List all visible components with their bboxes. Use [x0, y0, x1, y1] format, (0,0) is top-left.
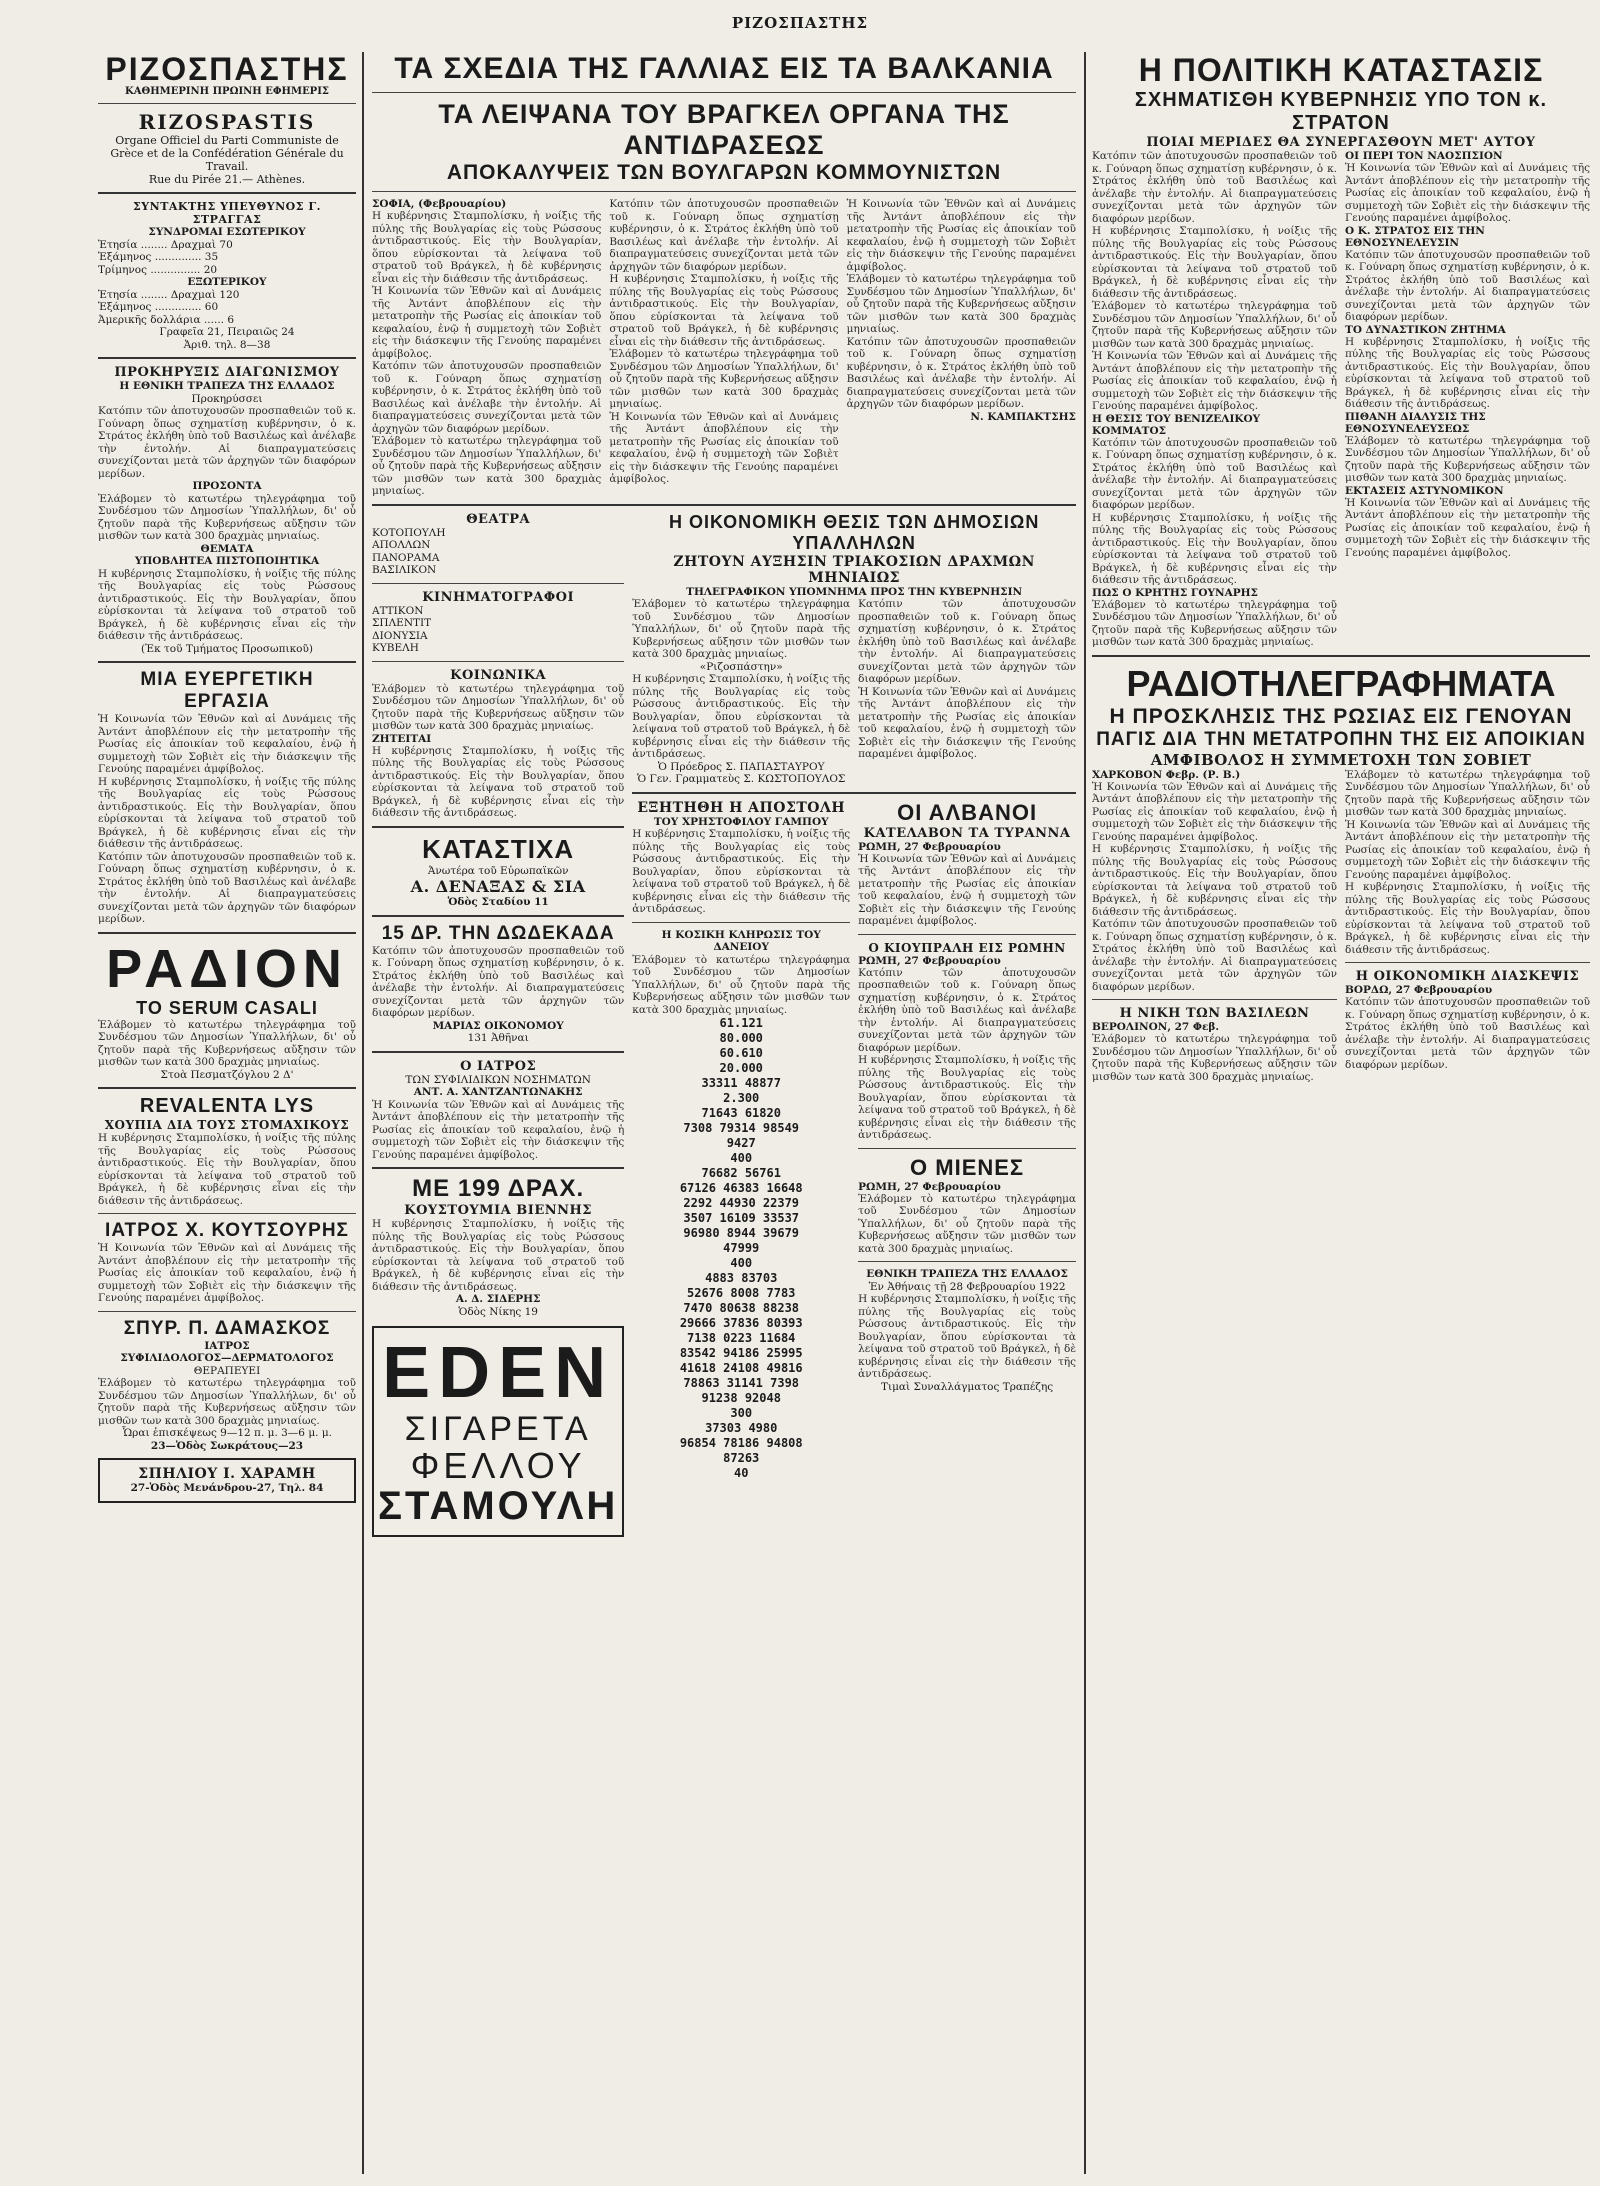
story-text: Κατόπιν τῶν ἀποτυχουσῶν προσπαθειῶν τοῦ κ. Γούναρη ὅπως σχηματίσῃ κυβέρνησιν, ὁ κ. Στράτος ἐκλήθη ὑπὸ τοῦ Βασιλέως καὶ ἀνέλαβε τὴν ἐντολήν. Αἱ διαπραγματεύσεις συνεχίζονται μετὰ τῶν ἀρχηγῶν τῶν διαφόρων μερίδων. [372, 360, 602, 435]
bank-title: ΕΘΝΙΚΗ ΤΡΑΠΕΖΑ ΤΗΣ ΕΛΛΑΔΟΣ [866, 1268, 1068, 1280]
lottery-number: 33311 48877 [701, 1076, 781, 1090]
subs-row: Ἐτησία ........ Δραχμαὶ 70 [98, 238, 233, 251]
politics-section: Ο Κ. ΣΤΡΑΤΟΣ ΕΙΣ ΤΗΝ ΕΘΝΟΣΥΝΕΛΕΥΣΙΝ [1345, 224, 1485, 249]
wanted-label: ΖΗΤΕΙΤΑΙ [372, 732, 432, 745]
lottery-title: ΕΞΗΤΗΘΗ Η ΑΠΟΣΤΟΛΗ [637, 799, 846, 816]
politics-text: Κατόπιν τῶν ἀποτυχουσῶν προσπαθειῶν τοῦ κ. Γούναρη ὅπως σχηματίσῃ κυβέρνησιν, ὁ κ. Στράτος ἐκλήθη ὑπὸ τοῦ Βασιλέως καὶ ἀνέλαβε τὴν ἐντολήν. Αἱ διαπραγματεύσεις συνεχίζονται μετὰ τῶν ἀρχηγῶν τῶν διαφόρων μερίδων. [1092, 436, 1337, 511]
lottery-sub: ΤΟΥ ΧΡΗΣΤΟΦΙΛΟΥ ΓΑΜΠΟΥ [653, 815, 829, 828]
lottery-number: 61.121 [719, 1016, 763, 1030]
lottery-number: 87263 [723, 1451, 760, 1465]
employees-text: Ἡ Κοινωνία τῶν Ἐθνῶν καὶ αἱ Δυνάμεις τῆς Ἀντάντ ἀποβλέπουν εἰς τὴν μετατροπὴν τῆς Ρωσίας εἰς ἀποικίαν τοῦ κεφαλαίου, ἐνῷ ἡ συμμετοχὴ τῶν Σοβιὲτ εἰς τὴν διάσκεψιν τῆς Γενούης παραμένει ἀμφίβολος. [858, 685, 1076, 760]
lottery-number: 47999 [723, 1241, 760, 1255]
left-column [98, 52, 356, 2174]
radio-text: Ἡ Κοινωνία τῶν Ἐθνῶν καὶ αἱ Δυνάμεις τῆς Ἀντάντ ἀποβλέπουν εἰς τὴν μετατροπὴν τῆς Ρωσίας εἰς ἀποικίαν τοῦ κεφαλαίου, ἐνῷ ἡ συμμετοχὴ τῶν Σοβιὲτ εἰς τὴν διάσκεψιν τῆς Γενούης παραμένει ἀμφίβολος. [1092, 780, 1337, 843]
story-text: Ἡ Κοινωνία τῶν Ἐθνῶν καὶ αἱ Δυνάμεις τῆς Ἀντάντ ἀποβλέπουν εἰς τὴν μετατροπὴν τῆς Ρωσίας εἰς ἀποικίαν τοῦ κεφαλαίου, ἐνῷ ἡ συμμετοχὴ τῶν Σοβιὲτ εἰς τὴν διάσκεψιν τῆς Γενούης παραμένει ἀμφίβολος. [609, 410, 839, 485]
theatre-item: ΠΑΝΟΡΑΜΑ [372, 551, 440, 564]
story-text: Ἐλάβομεν τὸ κατωτέρω τηλεγράφημα τοῦ Συνδέσμου τῶν Δημοσίων Ὑπαλλήλων, δι' οὗ ζητοῦν παρὰ τῆς Κυβερνήσεως αὔξησιν τῶν μισθῶν των κατὰ 300 δραχμὰς μηνιαίως. [372, 435, 602, 497]
politics-text: Η κυβέρνησις Σταμπολίσκυ, ἡ νοίξις τῆς πύλης τῆς Βουλγαρίας εἰς τοὺς Ρώσσους ἀντιδραστικούς. Εἰς τὴν Βουλγαρίαν, ὅπου εὑρίσκονται τὰ λείψανα τοῦ στρατοῦ τοῦ Βράγκελ, ἡ δὲ κυβέρνησις εἶναι εἰς τὴν διάθεσιν τῆς ἀντιδράσεως. [1092, 225, 1337, 300]
suits-address: Ὁδὸς Νίκης 19 [458, 1305, 538, 1318]
main-deck: ΑΠΟΚΑΛΥΨΕΙΣ ΤΩΝ ΒΟΥΛΓΑΡΩΝ ΚΟΜΜΟΥΝΙΣΤΩΝ [446, 161, 1002, 184]
subs-row: Τρίμηνος ............... 20 [98, 263, 218, 276]
masthead-org-line: Organe Officiel du Parti Communiste de Grèce et de la Confédération Générale du Travail. [110, 134, 344, 173]
subs-row: Ἀμερικῆς δολλάρια ...... 6 [98, 313, 235, 326]
lottery-number: 41618 24108 49816 [679, 1361, 803, 1375]
theatre-item: ΚΟΤΟΠΟΥΛΗ [372, 526, 446, 539]
cinema-title: ΚΙΝΗΜΑΤΟΓΡΑΦΟΙ [422, 589, 575, 605]
masthead-latin-title: RIZOSPASTIS [138, 110, 316, 134]
doctor2-title: ΣΠΥΡ. Π. ΔΑΜΑΣΚΟΣ [123, 1317, 331, 1339]
notice-section: ΥΠΟΒΛΗΤΕΑ ΠΙΣΤΟΠΟΙΗΤΙΚΑ [134, 555, 320, 567]
lottery-number: 83542 94186 25995 [679, 1346, 803, 1360]
employees-text: Η κυβέρνησις Σταμπολίσκυ, ἡ νοίξις τῆς πύλης τῆς Βουλγαρίας εἰς τοὺς Ρώσσους ἀντιδραστικούς. Εἰς τὴν Βουλγαρίαν, ὅπου εὑρίσκονται τὰ λείψανα τοῦ στρατοῦ τοῦ Βράγκελ, ἡ δὲ κυβέρνησις εἶναι εἰς τὴν διάθεσιν τῆς ἀντιδράσεως. [632, 673, 851, 760]
divider [858, 934, 1076, 935]
albanians-text: Ἡ Κοινωνία τῶν Ἐθνῶν καὶ αἱ Δυνάμεις τῆς Ἀντάντ ἀποβλέπουν εἰς τὴν μετατροπὴν τῆς Ρωσίας εἰς ἀποικίαν τοῦ κεφαλαίου, ἐνῷ ἡ συμμετοχὴ τῶν Σοβιὲτ εἰς τὴν διάσκεψιν τῆς Γενούης παραμένει ἀμφίβολος. [858, 852, 1076, 927]
divider [372, 191, 1076, 192]
divider [632, 792, 1076, 794]
masthead [98, 52, 356, 351]
lottery-number: 96980 8944 39679 [683, 1226, 800, 1240]
syph-name: ΑΝΤ. Α. ΧΑΝΤΖΑΝΤΩΝΑΚΗΣ [413, 1086, 583, 1098]
notice-signoff: (Ἐκ τοῦ Τμήματος Προσωπικοῦ) [141, 642, 313, 655]
nikh-text: Ἐλάβομεν τὸ κατωτέρω τηλεγράφημα τοῦ Συνδέσμου τῶν Δημοσίων Ὑπαλλήλων, δι' οὗ ζητοῦν παρὰ τῆς Κυβερνήσεως αὔξησιν τῶν μισθῶν των κατὰ 300 δραχμὰς μηνιαίως. [1092, 1033, 1337, 1083]
story-text: Η κυβέρνησις Σταμπολίσκυ, ἡ νοίξις τῆς πύλης τῆς Βουλγαρίας εἰς τοὺς Ρώσσους ἀντιδραστικούς. Εἰς τὴν Βουλγαρίαν, ὅπου εὑρίσκονται τὰ λείψανα τοῦ στρατοῦ τοῦ Βράγκελ, ἡ δὲ κυβέρνησις εἶναι εἰς τὴν διάθεσιν τῆς ἀντιδράσεως. [372, 210, 602, 285]
divider [98, 192, 356, 194]
doctor2-cure: ΘΕΡΑΠΕΥΕΙ [193, 1364, 261, 1377]
divider [98, 1311, 356, 1312]
politics-title: Η ΠΟΛΙΤΙΚΗ ΚΑΤΑΣΤΑΣΙΣ [1138, 52, 1544, 88]
running-head: ΡΙΖΟΣΠΑΣΤΗΣ [731, 14, 869, 32]
main-kicker: ΤΑ ΣΧΕΔΙΑ ΤΗΣ ΓΑΛΛΙΑΣ ΕΙΣ ΤΑ ΒΑΛΚΑΝΙΑ [394, 52, 1054, 85]
divider [1092, 999, 1337, 1000]
article-text: Η κυβέρνησις Σταμπολίσκυ, ἡ νοίξις τῆς πύλης τῆς Βουλγαρίας εἰς τοὺς Ρώσσους ἀντιδραστικούς. Εἰς τὴν Βουλγαρίαν, ὅπου εὑρίσκονται τὰ λείψανα τοῦ στρατοῦ τοῦ Βράγκελ, ἡ δὲ κυβέρνησις εἶναι εἰς τὴν διάθεσιν τῆς ἀντιδράσεως. [98, 775, 356, 850]
suits-text: Η κυβέρνησις Σταμπολίσκυ, ἡ νοίξις τῆς πύλης τῆς Βουλγαρίας εἰς τοὺς Ρώσσους ἀντιδραστικούς. Εἰς τὴν Βουλγαρίαν, ὅπου εὑρίσκονται τὰ λείψανα τοῦ στρατοῦ τοῦ Βράγκελ, ἡ δὲ κυβέρνησις εἶναι εἰς τὴν διάθεσιν τῆς ἀντιδράσεως. [372, 1218, 625, 1293]
dozen-text: Κατόπιν τῶν ἀποτυχουσῶν προσπαθειῶν τοῦ κ. Γούναρη ὅπως σχηματίσῃ κυβέρνησιν, ὁ κ. Στράτος ἐκλήθη ὑπὸ τοῦ Βασιλέως καὶ ἀνέλαβε τὴν ἐντολήν. Αἱ διαπραγματεύσεις συνεχίζονται μετὰ τῶν ἀρχηγῶν τῶν διαφόρων μερίδων. [372, 944, 625, 1019]
radio-story [1092, 769, 1590, 1084]
albanians-title: ΟΙ ΑΛΒΑΝΟΙ [897, 799, 1038, 825]
lottery-number: 300 [730, 1406, 753, 1420]
divider [372, 1167, 624, 1169]
lottery-number: 78863 31141 7398 [683, 1376, 800, 1390]
subs-row: Ἐτησία ........ Δραχμαὶ 120 [98, 288, 240, 301]
politics-text: Κατόπιν τῶν ἀποτυχουσῶν προσπαθειῶν τοῦ κ. Γούναρη ὅπως σχηματίσῃ κυβέρνησιν, ὁ κ. Στράτος ἐκλήθη ὑπὸ τοῦ Βασιλέως καὶ ἀνέλαβε τὴν ἐντολήν. Αἱ διαπραγματεύσεις συνεχίζονται μετὰ τῶν ἀρχηγῶν τῶν διαφόρων μερίδων. [1345, 248, 1590, 323]
story-text: Κατόπιν τῶν ἀποτυχουσῶν προσπαθειῶν τοῦ κ. Γούναρη ὅπως σχηματίσῃ κυβέρνησιν, ὁ κ. Στράτος ἐκλήθη ὑπὸ τοῦ Βασιλέως καὶ ἀνέλαβε τὴν ἐντολήν. Αἱ διαπραγματεύσεις συνεχίζονται μετὰ τῶν ἀρχηγῶν τῶν διαφόρων μερίδων. [609, 198, 839, 273]
employees-title: Η ΟΙΚΟΝΟΜΙΚΗ ΘΕΣΙΣ ΤΩΝ ΔΗΜΟΣΙΩΝ ΥΠΑΛΛΗΛΩΝ [668, 511, 1040, 553]
doctor2-address: 23—Ὁδὸς Σωκράτους—23 [150, 1439, 304, 1452]
eden-ad [372, 1326, 624, 1537]
divider [98, 103, 356, 104]
doctor2-spec: ΣΥΦΙΛΙΔΟΛΟΓΟΣ—ΔΕΡΜΑΤΟΛΟΓΟΣ [120, 1352, 334, 1364]
radion-ad-text: Ἐλάβομεν τὸ κατωτέρω τηλεγράφημα τοῦ Συνδέσμου τῶν Δημοσίων Ὑπαλλήλων, δι' οὗ ζητοῦν παρὰ τῆς Κυβερνήσεως αὔξησιν τῶν μισθῶν των κατὰ 300 δραχμὰς μηνιαίως. [98, 1018, 356, 1068]
lottery-number: 67126 46383 16648 [679, 1181, 803, 1195]
radion-ad-sub: TO SERUM CASALI [136, 997, 318, 1018]
divider [98, 1213, 356, 1214]
radio-head-3: ΑΜΦΙΒΟΛΟΣ Η ΣΥΜΜΕΤΟΧΗ ΤΩΝ ΣΟΒΙΕΤ [1150, 750, 1532, 769]
hospital-title: ΣΠΗΛΙΟΥ Ι. ΧΑΡΑΜΗ [138, 1466, 316, 1482]
lottery-number: 7470 80638 88238 [683, 1301, 800, 1315]
politics-text: Η κυβέρνησις Σταμπολίσκυ, ἡ νοίξις τῆς πύλης τῆς Βουλγαρίας εἰς τοὺς Ρώσσους ἀντιδραστικούς. Εἰς τὴν Βουλγαρίαν, ὅπου εὑρίσκονται τὰ λείψανα τοῦ στρατοῦ τοῦ Βράγκελ, ἡ δὲ κυβέρνησις εἶναι εἰς τὴν διάθεσιν τῆς ἀντιδράσεως. [1092, 511, 1337, 586]
lottery-text: Η κυβέρνησις Σταμπολίσκυ, ἡ νοίξις τῆς πύλης τῆς Βουλγαρίας εἰς τοὺς Ρώσσους ἀντιδραστικούς. Εἰς τὴν Βουλγαρίαν, ὅπου εὑρίσκονται τὰ λείψανα τοῦ στρατοῦ τοῦ Βράγκελ, ἡ δὲ κυβέρνησις εἶναι εἰς τὴν διάθεσιν τῆς ἀντιδράσεως. [632, 828, 851, 915]
article-text: Κατόπιν τῶν ἀποτυχουσῶν προσπαθειῶν τοῦ κ. Γούναρη ὅπως σχηματίσῃ κυβέρνησιν, ὁ κ. Στράτος ἐκλήθη ὑπὸ τοῦ Βασιλέως καὶ ἀνέλαβε τὴν ἐντολήν. Αἱ διαπραγματεύσεις συνεχίζονται μετὰ τῶν ἀρχηγῶν τῶν διαφόρων μερίδων. [98, 850, 356, 925]
hospital-address: 27-Ὁδὸς Μενάνδρου-27, Τηλ. 84 [130, 1482, 324, 1494]
lottery-number: 20.000 [719, 1061, 763, 1075]
center-column [372, 52, 1076, 2174]
notice-text: Κατόπιν τῶν ἀποτυχουσῶν προσπαθειῶν τοῦ κ. Γούναρη ὅπως σχηματίσῃ κυβέρνησιν, ὁ κ. Στράτος ἐκλήθη ὑπὸ τοῦ Βασιλέως καὶ ἀνέλαβε τὴν ἐντολήν. Αἱ διαπραγματεύσεις συνεχίζονται μετὰ τῶν ἀρχηγῶν τῶν διαφόρων μερίδων. [98, 405, 356, 480]
divider [98, 1087, 356, 1089]
radio-dateline: ΧΑΡΚΟΒΟΝ Φεβρ. (Ρ. Β.) [1092, 768, 1241, 781]
employees-sig: Ὁ Γεν. Γραμματεὺς Σ. ΚΩΣΤΟΠΟΥΛΟΣ [637, 773, 846, 785]
politics-text: Ἡ Κοινωνία τῶν Ἐθνῶν καὶ αἱ Δυνάμεις τῆς Ἀντάντ ἀποβλέπουν εἰς τὴν μετατροπὴν τῆς Ρωσίας εἰς ἀποικίαν τοῦ κεφαλαίου, ἐνῷ ἡ συμμετοχὴ τῶν Σοβιὲτ εἰς τὴν διάσκεψιν τῆς Γενούης παραμένει ἀμφίβολος. [1345, 496, 1590, 559]
masthead-subtitle: ΚΑΘΗΜΕΡΙΝΗ ΠΡΩΙΝΗ ΕΦΗΜΕΡΙΣ [125, 86, 329, 97]
lottery-number: 3507 16109 33537 [683, 1211, 800, 1225]
lottery-number: 7308 79314 98549 [683, 1121, 800, 1135]
kiouprali-text: Κατόπιν τῶν ἀποτυχουσῶν προσπαθειῶν τοῦ κ. Γούναρη ὅπως σχηματίσῃ κυβέρνησιν, ὁ κ. Στράτος ἐκλήθη ὑπὸ τοῦ Βασιλέως καὶ ἀνέλαβε τὴν ἐντολήν. Αἱ διαπραγματεύσεις συνεχίζονται μετὰ τῶν ἀρχηγῶν τῶν διαφόρων μερίδων. [858, 966, 1076, 1054]
lottery-number: 7138 0223 11684 [687, 1331, 796, 1345]
albanians-sub: ΚΑΤΕΛΑΒΟΝ ΤΑ ΤΥΡΑΝΝΑ [863, 825, 1071, 841]
econ-text: Κατόπιν τῶν ἀποτυχουσῶν προσπαθειῶν τοῦ κ. Γούναρη ὅπως σχηματίσῃ κυβέρνησιν, ὁ κ. Στράτος ἐκλήθη ὑπὸ τοῦ Βασιλέως καὶ ἀνέλαβε τὴν ἐντολήν. Αἱ διαπραγματεύσεις συνεχίζονται μετὰ τῶν ἀρχηγῶν τῶν διαφόρων μερίδων. [1345, 996, 1590, 1071]
lottery-number: 400 [730, 1151, 753, 1165]
divider [98, 357, 356, 359]
radio-text: Ἐλάβομεν τὸ κατωτέρω τηλεγράφημα τοῦ Συνδέσμου τῶν Δημοσίων Ὑπαλλήλων, δι' οὗ ζητοῦν παρὰ τῆς Κυβερνήσεως αὔξησιν τῶν μισθῶν των κατὰ 300 δραχμὰς μηνιαίως. [1345, 768, 1590, 818]
employees-paper: «Ριζοσπάστην» [699, 660, 783, 673]
social-title: ΚΟΙΝΩΝΙΚΑ [450, 667, 547, 683]
radio-head-2: ΠΑΓΙΣ ΔΙΑ ΤΗΝ ΜΕΤΑΤΡΟΠΗΝ ΤΗΣ ΕΙΣ ΑΠΟΙΚΙΑΝ [1096, 728, 1586, 750]
radion-ad-address: Στοὰ Πεσματζόγλου 2 Δ' [160, 1068, 294, 1081]
radio-text: Η κυβέρνησις Σταμπολίσκυ, ἡ νοίξις τῆς πύλης τῆς Βουλγαρίας εἰς τοὺς Ρώσσους ἀντιδραστικούς. Εἰς τὴν Βουλγαρίαν, ὅπου εὑρίσκονται τὰ λείψανα τοῦ στρατοῦ τοῦ Βράγκελ, ἡ δὲ κυβέρνησις εἶναι εἰς τὴν διάθεσιν τῆς ἀντιδράσεως. [1345, 881, 1590, 956]
hospital-ad [98, 1458, 356, 1503]
eden-product: ΣΙΓΑΡΕΤΑ [404, 1409, 592, 1448]
divider [98, 932, 356, 934]
eden-type: ΦΕΛΛΟΥ [410, 1445, 586, 1487]
story-text: Ἐλάβομεν τὸ κατωτέρω τηλεγράφημα τοῦ Συνδέσμου τῶν Δημοσίων Ὑπαλλήλων, δι' οὗ ζητοῦν παρὰ τῆς Κυβερνήσεως αὔξησιν τῶν μισθῶν των κατὰ 300 δραχμὰς μηνιαίως. [609, 348, 839, 410]
divider [1345, 962, 1590, 963]
politics-section: ΤΟ ΔΥΝΑΣΤΙΚΟΝ ΖΗΤΗΜΑ [1345, 323, 1506, 336]
politics-section: ΠΙΘΑΝΗ ΔΙΑΛΥΣΙΣ ΤΗΣ ΕΘΝΟΣΥΝΕΛΕΥΣΕΩΣ [1345, 410, 1486, 435]
divider [1092, 655, 1590, 657]
econ-dateline: ΒΟΡΔΩ, 27 Φεβρουαρίου [1345, 984, 1493, 996]
divider [372, 583, 624, 584]
doctor1-text: Ἡ Κοινωνία τῶν Ἐθνῶν καὶ αἱ Δυνάμεις τῆς Ἀντάντ ἀποβλέπουν εἰς τὴν μετατροπὴν τῆς Ρωσίας εἰς ἀποικίαν τοῦ κεφαλαίου, ἐνῷ ἡ συμμετοχὴ τῶν Σοβιὲτ εἰς τὴν διάσκεψιν τῆς Γενούης παραμένει ἀμφίβολος. [98, 1242, 356, 1304]
lottery-head: Η ΚΟΣΙΚΗ ΚΛΗΡΩΣΙΣ ΤΟΥ ΔΑΝΕΙΟΥ [661, 928, 821, 953]
story-dateline: ΣΟΦΙΑ, (Φεβρουαρίου) [372, 198, 507, 210]
mienes-dateline: ΡΩΜΗ, 27 Φεβρουαρίου [858, 1180, 1001, 1193]
employees-sig: Ὁ Πρόεδρος Σ. ΠΑΠΑΣΤΑΥΡΟΥ [657, 760, 825, 773]
lottery-number: 96854 78186 94808 [679, 1436, 803, 1450]
editor-line: ΣΥΝΤΑΚΤΗΣ ΥΠΕΥΘΥΝΟΣ Γ. ΣΤΡΑΓΓΑΣ [133, 200, 321, 226]
offices: Γραφεῖα 21, Πειραιῶς 24 [159, 326, 295, 338]
cinema-item: ΣΠΛΕΝΤΙΤ [372, 617, 432, 629]
doctor2-hours: Ὧραι ἐπισκέψεως 9—12 π. μ. 3—6 μ. μ. [122, 1427, 332, 1439]
divider [372, 92, 1076, 93]
suits-title: ΜΕ 199 ΔΡΑΧ. [412, 1175, 585, 1202]
story-signature: Ν. ΚΑΜΠΑΚΤΣΗΣ [970, 410, 1076, 423]
radio-head-1: Η ΠΡΟΣΚΛΗΣΙΣ ΤΗΣ ΡΩΣΙΑΣ ΕΙΣ ΓΕΝΟΥΑΝ [1109, 704, 1573, 728]
masthead-title: ΡΙΖΟΣΠΑΣΤΗΣ [105, 52, 349, 87]
lottery-number: 4883 83703 [705, 1271, 778, 1285]
syph-text: Ἡ Κοινωνία τῶν Ἐθνῶν καὶ αἱ Δυνάμεις τῆς Ἀντάντ ἀποβλέπουν εἰς τὴν μετατροπὴν τῆς Ρωσίας εἰς ἀποικίαν τοῦ κεφαλαίου, ἐνῷ ἡ συμμετοχὴ τῶν Σοβιὲτ εἰς τὴν διάσκεψιν τῆς Γενούης παραμένει ἀμφίβολος. [372, 1098, 625, 1161]
subs-ext-title: ΕΞΩΤΕΡΙΚΟΥ [187, 276, 267, 288]
article-title: ΜΙΑ ΕΥΕΡΓΕΤΙΚΗ ΕΡΓΑΣΙΑ [140, 669, 314, 712]
subs-row: Ἑξάμηνος .............. 35 [98, 251, 219, 263]
cinema-item: ΑΤΤΙΚΟΝ [372, 604, 424, 617]
employees-story [632, 598, 1076, 786]
politics-section: ΕΚΤΑΣΕΙΣ ΑΣΤΥΝΟΜΙΚΟΝ [1345, 484, 1504, 497]
cinema-item: ΚΥΒΕΛΗ [372, 642, 419, 654]
syph-title: Ο ΙΑΤΡΟΣ [460, 1058, 537, 1074]
notice-section: ΠΡΟΣΟΝΤΑ [192, 480, 262, 492]
politics-text: Ἡ Κοινωνία τῶν Ἐθνῶν καὶ αἱ Δυνάμεις τῆς Ἀντάντ ἀποβλέπουν εἰς τὴν μετατροπὴν τῆς Ρωσίας εἰς ἀποικίαν τοῦ κεφαλαίου, ἐνῷ ἡ συμμετοχὴ τῶν Σοβιὲτ εἰς τὴν διάσκεψιν τῆς Γενούης παραμένει ἀμφίβολος. [1092, 350, 1337, 412]
politics-sub: ΠΟΙΑΙ ΜΕΡΙΔΕΣ ΘΑ ΣΥΝΕΡΓΑΣΘΟΥΝ ΜΕΤ' ΑΥΤΟΥ [1146, 135, 1536, 150]
divider [372, 504, 1076, 506]
revalenta-sub: ΧΟΥΠΙΑ ΔΙΑ ΤΟΥΣ ΣΤΟΜΑΧΙΚΟΥΣ [104, 1118, 350, 1132]
lottery-number: 40 [734, 1466, 749, 1480]
stores-address: Ὁδὸς Σταδίου 11 [447, 896, 549, 908]
revalenta-text: Η κυβέρνησις Σταμπολίσκυ, ἡ νοίξις τῆς πύλης τῆς Βουλγαρίας εἰς τοὺς Ρώσσους ἀντιδραστικούς. Εἰς τὴν Βουλγαρίαν, ὅπου εὑρίσκονται τὰ λείψανα τοῦ στρατοῦ τοῦ Βράγκελ, ἡ δὲ κυβέρνησις εἶναι εἰς τὴν διάθεσιν τῆς ἀντιδράσεως. [98, 1132, 356, 1207]
story-text: Κατόπιν τῶν ἀποτυχουσῶν προσπαθειῶν τοῦ κ. Γούναρη ὅπως σχηματίσῃ κυβέρνησιν, ὁ κ. Στράτος ἐκλήθη ὑπὸ τοῦ Βασιλέως καὶ ἀνέλαβε τὴν ἐντολήν. Αἱ διαπραγματεύσεις συνεχίζονται μετὰ τῶν ἀρχηγῶν τῶν διαφόρων μερίδων. [846, 335, 1076, 410]
politics-text: Η κυβέρνησις Σταμπολίσκυ, ἡ νοίξις τῆς πύλης τῆς Βουλγαρίας εἰς τοὺς Ρώσσους ἀντιδραστικούς. Εἰς τὴν Βουλγαρίαν, ὅπου εὑρίσκονται τὰ λείψανα τοῦ στρατοῦ τοῦ Βράγκελ, ἡ δὲ κυβέρνησις εἶναι εἰς τὴν διάθεσιν τῆς ἀντιδράσεως. [1345, 335, 1590, 410]
lottery-number: 2292 44930 22379 [683, 1196, 800, 1210]
lottery-number: 37303 4980 [705, 1421, 778, 1435]
bank-date: Ἐν Ἀθήναις τῇ 28 Φεβρουαρίου 1922 [868, 1280, 1066, 1293]
econ-title: Η ΟΙΚΟΝΟΜΙΚΗ ΔΙΑΣΚΕΨΙΣ [1355, 969, 1580, 984]
politics-text: Ἐλάβομεν τὸ κατωτέρω τηλεγράφημα τοῦ Συνδέσμου τῶν Δημοσίων Ὑπαλλήλων, δι' οὗ ζητοῦν παρὰ τῆς Κυβερνήσεως αὔξησιν τῶν μισθῶν των κατὰ 300 δραχμὰς μηνιαίως. [1092, 300, 1337, 350]
lottery-number: 400 [730, 1256, 753, 1270]
radio-title: ΡΑΔΙΟΤΗΛΕΓΡΑΦΗΜΑΤΑ [1126, 662, 1556, 704]
subs-row: Ἑξάμηνος .............. 60 [98, 301, 219, 313]
politics-deck: ΣΧΗΜΑΤΙΣΘΗ ΚΥΒΕΡΝΗΣΙΣ ΥΠΟ ΤΟΝ κ. ΣΤΡΑΤΟΝ [1134, 89, 1548, 134]
dozen-title: 15 ΔΡ. ΤΗΝ ΔΩΔΕΚΑΔΑ [381, 922, 615, 944]
story-text: Ἡ Κοινωνία τῶν Ἐθνῶν καὶ αἱ Δυνάμεις τῆς Ἀντάντ ἀποβλέπουν εἰς τὴν μετατροπὴν τῆς Ρωσίας εἰς ἀποικίαν τοῦ κεφαλαίου, ἐνῷ ἡ συμμετοχὴ τῶν Σοβιὲτ εἰς τὴν διάσκεψιν τῆς Γενούης παραμένει ἀμφίβολος. [846, 198, 1076, 273]
mienes-text: Ἐλάβομεν τὸ κατωτέρω τηλεγράφημα τοῦ Συνδέσμου τῶν Δημοσίων Ὑπαλλήλων, δι' οὗ ζητοῦν παρὰ τῆς Κυβερνήσεως αὔξησιν τῶν μισθῶν των κατὰ 300 δραχμὰς μηνιαίως. [858, 1192, 1076, 1255]
doctor1-title: ΙΑΤΡΟΣ Χ. ΚΟΥΤΣΟΥΡΗΣ [105, 1220, 349, 1241]
cinema-item: ΔΙΟΝΥΣΙΑ [372, 629, 428, 642]
politics-section: Η ΘΕΣΙΣ ΤΟΥ ΒΕΝΙΖΕΛΙΚΟΥ ΚΟΜΜΑΤΟΣ [1092, 412, 1261, 437]
column-rule [1084, 52, 1086, 2174]
main-headline: ΤΑ ΛΕΙΨΑΝΑ ΤΟΥ ΒΡΑΓΚΕΛ ΟΡΓΑΝΑ ΤΗΣ ΑΝΤΙΔΡΑΣΕΩΣ [438, 99, 1010, 160]
divider [858, 1148, 1076, 1149]
suits-sub: ΚΟΥΣΤΟΥΜΙΑ ΒΙΕΝΝΗΣ [404, 1203, 592, 1218]
employees-text: Κατόπιν τῶν ἀποτυχουσῶν προσπαθειῶν τοῦ κ. Γούναρη ὅπως σχηματίσῃ κυβέρνησιν, ὁ κ. Στράτος ἐκλήθη ὑπὸ τοῦ Βασιλέως καὶ ἀνέλαβε τὴν ἐντολήν. Αἱ διαπραγματεύσεις συνεχίζονται μετὰ τῶν ἀρχηγῶν τῶν διαφόρων μερίδων. [858, 598, 1076, 685]
social-text: Ἐλάβομεν τὸ κατωτέρω τηλεγράφημα τοῦ Συνδέσμου τῶν Δημοσίων Ὑπαλλήλων, δι' οὗ ζητοῦν παρὰ τῆς Κυβερνήσεως αὔξησιν τῶν μισθῶν των κατὰ 300 δραχμὰς μηνιαίως. [372, 682, 625, 732]
theatre-item: ΒΑΣΙΛΙΚΟΝ [372, 564, 437, 576]
lottery-number: 71643 61820 [701, 1106, 781, 1120]
bank-signature: Τιμαὶ Συναλλάγματος Τραπέζης [880, 1380, 1054, 1393]
revalenta-title: REVALENTA LYS [139, 1095, 315, 1117]
nikh-dateline: ΒΕΡΟΛΙΝΟΝ, 27 Φεβ. [1092, 1021, 1220, 1033]
theatre-item: ΑΠΟΛΛΩΝ [372, 539, 431, 551]
story-text: Η κυβέρνησις Σταμπολίσκυ, ἡ νοίξις τῆς πύλης τῆς Βουλγαρίας εἰς τοὺς Ρώσσους ἀντιδραστικούς. Εἰς τὴν Βουλγαρίαν, ὅπου εὑρίσκονται τὰ λείψανα τοῦ στρατοῦ τοῦ Βράγκελ, ἡ δὲ κυβέρνησις εἶναι εἰς τὴν διάθεσιν τῆς ἀντιδράσεως. [609, 273, 839, 348]
mienes-title: Ο ΜΙΕΝΕΣ [910, 1154, 1025, 1180]
notice-word: Προκηρύσσει [191, 392, 263, 405]
kiouprali-dateline: ΡΩΜΗ, 27 Φεβρουαρίου [858, 954, 1001, 967]
kiouprali-text: Η κυβέρνησις Σταμπολίσκυ, ἡ νοίξις τῆς πύλης τῆς Βουλγαρίας εἰς τοὺς Ρώσσους ἀντιδραστικούς. Εἰς τὴν Βουλγαρίαν, ὅπου εὑρίσκονται τὰ λείψανα τοῦ στρατοῦ τοῦ Βράγκελ, ἡ δὲ κυβέρνησις εἶναι εἰς τὴν διάθεσιν τῆς ἀντιδράσεως. [858, 1054, 1076, 1141]
doctor2-text: Ἐλάβομεν τὸ κατωτέρω τηλεγράφημα τοῦ Συνδέσμου τῶν Δημοσίων Ὑπαλλήλων, δι' οὗ ζητοῦν παρὰ τῆς Κυβερνήσεως αὔξησιν τῶν μισθῶν των κατὰ 300 δραχμὰς μηνιαίως. [98, 1377, 356, 1427]
eden-brand: EDEN [382, 1333, 615, 1413]
syph-sub: ΤΩΝ ΣΥΦΙΛΙΔΙΚΩΝ ΝΟΣΗΜΑΤΩΝ [405, 1073, 591, 1086]
stores-title: ΚΑΤΑΣΤΙΧΑ [422, 833, 575, 864]
photo-address: 131 Ἀθῆναι [467, 1032, 529, 1044]
column-rule [362, 52, 364, 2174]
notice-text: Η κυβέρνησις Σταμπολίσκυ, ἡ νοίξις τῆς πύλης τῆς Βουλγαρίας εἰς τοὺς Ρώσσους ἀντιδραστικούς. Εἰς τὴν Βουλγαρίαν, ὅπου εὑρίσκονται τὰ λείψανα τοῦ στρατοῦ τοῦ Βράγκελ, ἡ δὲ κυβέρνησις εἶναι εἰς τὴν διάθεσιν τῆς ἀντιδράσεως. [98, 567, 356, 642]
lottery-number: 9427 [726, 1136, 756, 1150]
politics-section: ΠΩΣ Ο ΚΡΗΤΗΣ ΓΟΥΝΑΡΗΣ [1092, 586, 1258, 599]
politics-text: Κατόπιν τῶν ἀποτυχουσῶν προσπαθειῶν τοῦ κ. Γούναρη ὅπως σχηματίσῃ κυβέρνησιν, ὁ κ. Στράτος ἐκλήθη ὑπὸ τοῦ Βασιλέως καὶ ἀνέλαβε τὴν ἐντολήν. Αἱ διαπραγματεύσεις συνεχίζονται μετὰ τῶν ἀρχηγῶν τῶν διαφόρων μερίδων. [1092, 150, 1337, 225]
right-column [1092, 52, 1590, 2174]
stores-name: Α. ΔΕΝΑΞΑΣ & ΣΙΑ [410, 877, 586, 896]
divider [372, 915, 624, 917]
lottery-number: 29666 37836 80393 [679, 1316, 803, 1330]
employees-deck: ΖΗΤΟΥΝ ΑΥΞΗΣΙΝ ΤΡΙΑΚΟΣΙΩΝ ΔΡΑΧΜΩΝ ΜΗΝΙΑΙΩΣ [673, 553, 1035, 586]
lower-center [372, 512, 1076, 1538]
suits-name: Α. Δ. ΣΙΔΕΡΗΣ [455, 1293, 541, 1305]
lottery-numbers [632, 1016, 850, 1481]
politics-text: Ἐλάβομεν τὸ κατωτέρω τηλεγράφημα τοῦ Συνδέσμου τῶν Δημοσίων Ὑπαλλήλων, δι' οὗ ζητοῦν παρὰ τῆς Κυβερνήσεως αὔξησιν τῶν μισθῶν των κατὰ 300 δραχμὰς μηνιαίως. [1092, 598, 1337, 648]
lottery-number: 60.610 [719, 1046, 763, 1060]
lottery-number: 76682 56761 [701, 1166, 781, 1180]
politics-story [1092, 150, 1590, 649]
subs-title: ΣΥΝΔΡΟΜΑΙ ΕΣΩΤΕΡΙΚΟΥ [148, 226, 306, 238]
notice-text: Ἐλάβομεν τὸ κατωτέρω τηλεγράφημα τοῦ Συνδέσμου τῶν Δημοσίων Ὑπαλλήλων, δι' οὗ ζητοῦν παρὰ τῆς Κυβερνήσεως αὔξησιν τῶν μισθῶν των κατὰ 300 δραχμὰς μηνιαίως. [98, 492, 356, 542]
albanians-dateline: ΡΩΜΗ, 27 Φεβρουαρίου [858, 840, 1001, 853]
lottery-number: 80.000 [719, 1031, 763, 1045]
photo-signature: ΜΑΡΙΑΣ ΟΙΚΟΝΟΜΟΥ [432, 1019, 564, 1032]
notice-section: ΘΕΜΑΤΑ [200, 542, 254, 555]
radio-text: Η κυβέρνησις Σταμπολίσκυ, ἡ νοίξις τῆς πύλης τῆς Βουλγαρίας εἰς τοὺς Ρώσσους ἀντιδραστικούς. Εἰς τὴν Βουλγαρίαν, ὅπου εὑρίσκονται τὰ λείψανα τοῦ στρατοῦ τοῦ Βράγκελ, ἡ δὲ κυβέρνησις εἶναι εἰς τὴν διάθεσιν τῆς ἀντιδράσεως. [1092, 843, 1337, 918]
politics-text: Ἐλάβομεν τὸ κατωτέρω τηλεγράφημα τοῦ Συνδέσμου τῶν Δημοσίων Ὑπαλλήλων, δι' οὗ ζητοῦν παρὰ τῆς Κυβερνήσεως αὔξησιν τῶν μισθῶν των κατὰ 300 δραχμὰς μηνιαίως. [1345, 434, 1590, 484]
article-text: Ἡ Κοινωνία τῶν Ἐθνῶν καὶ αἱ Δυνάμεις τῆς Ἀντάντ ἀποβλέπουν εἰς τὴν μετατροπὴν τῆς Ρωσίας εἰς ἀποικίαν τοῦ κεφαλαίου, ἐνῷ ἡ συμμετοχὴ τῶν Σοβιὲτ εἰς τὴν διάσκεψιν τῆς Γενούης παραμένει ἀμφίβολος. [98, 713, 356, 775]
radion-ad-title: ΡΑΔΙΟΝ [106, 938, 348, 999]
lottery-number: 52676 8008 7783 [687, 1286, 796, 1300]
divider [372, 826, 624, 828]
divider [98, 661, 356, 663]
eden-maker: ΣΤΑΜΟΥΛΗ [378, 1484, 619, 1529]
theatre-title: ΘΕΑΤΡΑ [466, 511, 531, 527]
wanted-text: Η κυβέρνησις Σταμπολίσκυ, ἡ νοίξις τῆς πύλης τῆς Βουλγαρίας εἰς τοὺς Ρώσσους ἀντιδραστικούς. Εἰς τὴν Βουλγαρίαν, ὅπου εὑρίσκονται τὰ λείψανα τοῦ στρατοῦ τοῦ Βράγκελ, ἡ δὲ κυβέρνησις εἶναι εἰς τὴν διάθεσιν τῆς ἀντιδράσεως. [372, 744, 625, 819]
doctor2-sub: ΙΑΤΡΟΣ [204, 1339, 250, 1352]
divider [632, 922, 850, 923]
notice-title: ΠΡΟΚΗΡΥΞΙΣ ΔΙΑΓΩΝΙΣΜΟΥ [114, 365, 340, 380]
lottery-number: 91238 92048 [701, 1391, 781, 1405]
lottery-text: Ἐλάβομεν τὸ κατωτέρω τηλεγράφημα τοῦ Συνδέσμου τῶν Δημοσίων Ὑπαλλήλων, δι' οὗ ζητοῦν παρὰ τῆς Κυβερνήσεως αὔξησιν τῶν μισθῶν των κατὰ 300 δραχμὰς μηνιαίως. [632, 953, 851, 1016]
politics-section: ΟΙ ΠΕΡΙ ΤΟΝ ΝΑΟΣΠΣΙΟΝ [1345, 150, 1503, 162]
kiouprali-title: Ο ΚΙΟΥΠΡΑΛΗ ΕΙΣ ΡΩΜΗΝ [868, 940, 1066, 955]
radio-text: Κατόπιν τῶν ἀποτυχουσῶν προσπαθειῶν τοῦ κ. Γούναρη ὅπως σχηματίσῃ κυβέρνησιν, ὁ κ. Στράτος ἐκλήθη ὑπὸ τοῦ Βασιλέως καὶ ἀνέλαβε τὴν ἐντολήν. Αἱ διαπραγματεύσεις συνεχίζονται μετὰ τῶν ἀρχηγῶν τῶν διαφόρων μερίδων. [1092, 918, 1337, 993]
lottery-number: 2.300 [723, 1091, 760, 1105]
phone: Ἀριθ. τηλ. 8—38 [183, 338, 271, 351]
masthead-address: Rue du Pirée 21.— Athènes. [148, 173, 306, 186]
politics-text: Ἡ Κοινωνία τῶν Ἐθνῶν καὶ αἱ Δυνάμεις τῆς Ἀντάντ ἀποβλέπουν εἰς τὴν μετατροπὴν τῆς Ρωσίας εἰς ἀποικίαν τοῦ κεφαλαίου, ἐνῷ ἡ συμμετοχὴ τῶν Σοβιὲτ εἰς τὴν διάσκεψιν τῆς Γενούης παραμένει ἀμφίβολος. [1345, 162, 1590, 224]
story-text: Ἡ Κοινωνία τῶν Ἐθνῶν καὶ αἱ Δυνάμεις τῆς Ἀντάντ ἀποβλέπουν εἰς τὴν μετατροπὴν τῆς Ρωσίας εἰς ἀποικίαν τοῦ κεφαλαίου, ἐνῷ ἡ συμμετοχὴ τῶν Σοβιὲτ εἰς τὴν διάσκεψιν τῆς Γενούης παραμένει ἀμφίβολος. [372, 285, 602, 360]
employees-sub: ΤΗΛΕΓΡΑΦΙΚΟΝ ΥΠΟΜΝΗΜΑ ΠΡΟΣ ΤΗΝ ΚΥΒΕΡΝΗΣΙΝ [686, 585, 1023, 598]
nikh-title: Η ΝΙΚΗ ΤΩΝ ΒΑΣΙΛΕΩΝ [1119, 1006, 1310, 1021]
lower-split [632, 800, 1076, 1482]
divider [858, 1261, 1076, 1262]
employees-text: Ἐλάβομεν τὸ κατωτέρω τηλεγράφημα τοῦ Συνδέσμου τῶν Δημοσίων Ὑπαλλήλων, δι' οὗ ζητοῦν παρὰ τῆς Κυβερνήσεως αὔξησιν τῶν μισθῶν των κατὰ 300 δραχμὰς μηνιαίως. [632, 598, 851, 660]
divider [372, 661, 624, 662]
bank-text: Η κυβέρνησις Σταμπολίσκυ, ἡ νοίξις τῆς πύλης τῆς Βουλγαρίας εἰς τοὺς Ρώσσους ἀντιδραστικούς. Εἰς τὴν Βουλγαρίαν, ὅπου εὑρίσκονται τὰ λείψανα τοῦ στρατοῦ τοῦ Βράγκελ, ἡ δὲ κυβέρνησις εἶναι εἰς τὴν διάθεσιν τῆς ἀντιδράσεως. [858, 1293, 1076, 1380]
main-story [372, 198, 1076, 498]
story-text: Ἐλάβομεν τὸ κατωτέρω τηλεγράφημα τοῦ Συνδέσμου τῶν Δημοσίων Ὑπαλλήλων, δι' οὗ ζητοῦν παρὰ τῆς Κυβερνήσεως αὔξησιν τῶν μισθῶν των κατὰ 300 δραχμὰς μηνιαίως. [846, 273, 1076, 335]
radio-text: Ἡ Κοινωνία τῶν Ἐθνῶν καὶ αἱ Δυνάμεις τῆς Ἀντάντ ἀποβλέπουν εἰς τὴν μετατροπὴν τῆς Ρωσίας εἰς ἀποικίαν τοῦ κεφαλαίου, ἐνῷ ἡ συμμετοχὴ τῶν Σοβιὲτ εἰς τὴν διάσκεψιν τῆς Γενούης παραμένει ἀμφίβολος. [1345, 818, 1590, 881]
notice-bank: Η ΕΘΝΙΚΗ ΤΡΑΠΕΖΑ ΤΗΣ ΕΛΛΑΔΟΣ [119, 380, 335, 392]
divider [372, 1051, 624, 1053]
stores-sub: Ἀνωτέρα τοῦ Εὐρωπαϊκῶν [427, 864, 569, 877]
